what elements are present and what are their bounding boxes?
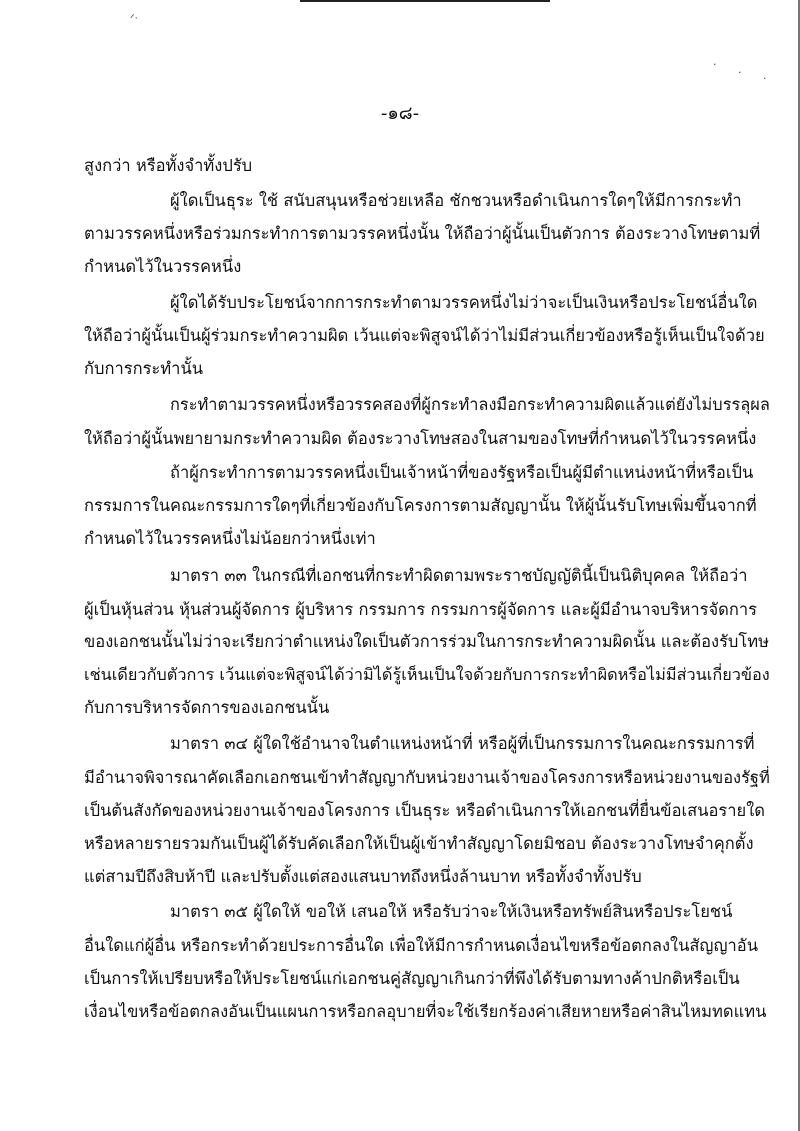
- text-line: สูงกว่า หรือทั้งจำทั้งปรับ: [84, 156, 253, 175]
- page-number: -๑๘-: [380, 103, 420, 124]
- text-line: เช่นเดียวกับตัวการ เว้นแต่จะพิสูจน์ได้ว่ามิได้รู้เห็นเป็นใจด้วยกับการกระทำผิดหรือไม่มีส่วนเกี่ยวข้อง: [84, 665, 770, 684]
- scan-mark: ·: [738, 66, 742, 79]
- text-line: กับการบริหารจัดการของเอกชนนั้น: [84, 698, 330, 717]
- scan-mark: ·: [713, 58, 717, 71]
- text-line: ของเอกชนนั้นไม่ว่าจะเรียกว่าตำแหน่งใดเป็นตัวการร่วมในการกระทำความผิดนั้น และต้องรับโทษ: [84, 632, 770, 651]
- text-line: กำหนดไว้ในวรรคหนึ่ง: [84, 257, 242, 276]
- text-line: เป็นต้นสังกัดของหน่วยงานเจ้าของโครงการ เป็นธุระ หรือดำเนินการให้เอกชนที่ยื่นข้อเสนอรายใด: [84, 801, 765, 820]
- text-line: ผู้ใดเป็นธุระ ใช้ สนับสนุนหรือช่วยเหลือ ชักชวนหรือดำเนินการใดๆให้มีการกระทำ: [170, 191, 742, 210]
- section-34-heading-line: มาตรา ๓๔ ผู้ใดใช้อำนาจในตำแหน่งหน้าที่ หรือผู้ที่เป็นกรรมการในคณะกรรมการที่: [170, 734, 755, 753]
- text-line: อื่นใดแก่ผู้อื่น หรือกระทำด้วยประการอื่นใด เพื่อให้มีการกำหนดเงื่อนไขหรือข้อตกลงในสัญญาอัน: [84, 936, 758, 955]
- text-line: มีอำนาจพิจารณาคัดเลือกเอกชนเข้าทำสัญญากับหน่วยงานเจ้าของโครงการหรือหน่วยงานของรัฐที่: [84, 768, 770, 787]
- section-33-heading-line: มาตรา ๓๓ ในกรณีที่เอกชนที่กระทำผิดตามพระราชบัญญัตินี้เป็นนิติบุคคล ให้ถือว่า: [170, 566, 748, 585]
- text-line: ผู้ใดได้รับประโยชน์จากการกระทำตามวรรคหนึ่งไม่ว่าจะเป็นเงินหรือประโยชน์อื่นใด: [170, 293, 758, 312]
- scan-mark: ·: [763, 72, 767, 85]
- text-line: แต่สามปีถึงสิบห้าปี และปรับตั้งแต่สองแสนบาทถึงหนึ่งล้านบาท หรือทั้งจำทั้งปรับ: [84, 867, 642, 886]
- scan-mark: ᐟᐧ: [130, 12, 138, 25]
- text-line: ผู้เป็นหุ้นส่วน หุ้นส่วนผู้จัดการ ผู้บริหาร กรรมการ กรรมการผู้จัดการ และผู้มีอำนาจบริหารจัดการ: [84, 600, 757, 619]
- text-line: กับการกระทำนั้น: [84, 359, 203, 378]
- section-35-heading-line: มาตรา ๓๕ ผู้ใดให้ ขอให้ เสนอให้ หรือรับว่าจะให้เงินหรือทรัพย์สินหรือประโยชน์: [170, 902, 733, 921]
- text-line: ตามวรรคหนึ่งหรือร่วมกระทำการตามวรรคหนึ่งนั้น ให้ถือว่าผู้นั้นเป็นตัวการ ต้องระวางโทษตามที่: [84, 224, 761, 243]
- text-line: หรือหลายรายรวมกันเป็นผู้ได้รับคัดเลือกให้เป็นผู้เข้าทำสัญญาโดยมิชอบ ต้องระวางโทษจำคุกตั้ง: [84, 834, 754, 853]
- text-line: ให้ถือว่าผู้นั้นเป็นผู้ร่วมกระทำความผิด เว้นแต่จะพิสูจน์ได้ว่าไม่มีส่วนเกี่ยวข้องหรือรู้เห็นเป็นใจด้วย: [84, 326, 765, 345]
- text-line: ให้ถือว่าผู้นั้นพยายามกระทำความผิด ต้องระวางโทษสองในสามของโทษที่กำหนดไว้ในวรรคหนึ่ง: [84, 429, 757, 448]
- text-line: กำหนดไว้ในวรรคหนึ่งไม่น้อยกว่าหนึ่งเท่า: [84, 529, 376, 548]
- text-line: เงื่อนไขหรือข้อตกลงอันเป็นแผนการหรือกลอุบายที่จะใช้เรียกร้องค่าเสียหายหรือค่าสินไหมทดแทน: [84, 1002, 767, 1021]
- text-line: กระทำตามวรรคหนึ่งหรือวรรคสองที่ผู้กระทำลงมือกระทำความผิดแล้วแต่ยังไม่บรรลุผล: [170, 395, 770, 414]
- page-top-edge: [300, 0, 550, 2]
- text-line: เป็นการให้เปรียบหรือให้ประโยชน์แก่เอกชนคู่สัญญาเกินกว่าที่พึงได้รับตามทางค้าปกติหรือเป็น: [84, 969, 740, 988]
- text-line: กรรมการในคณะกรรมการใดๆที่เกี่ยวข้องกับโครงการตามสัญญานั้น ให้ผู้นั้นรับโทษเพิ่มขึ้นจากที่: [84, 496, 757, 515]
- text-line: ถ้าผู้กระทำการตามวรรคหนึ่งเป็นเจ้าหน้าที่ของรัฐหรือเป็นผู้มีตำแหน่งหน้าที่หรือเป็น: [170, 463, 754, 482]
